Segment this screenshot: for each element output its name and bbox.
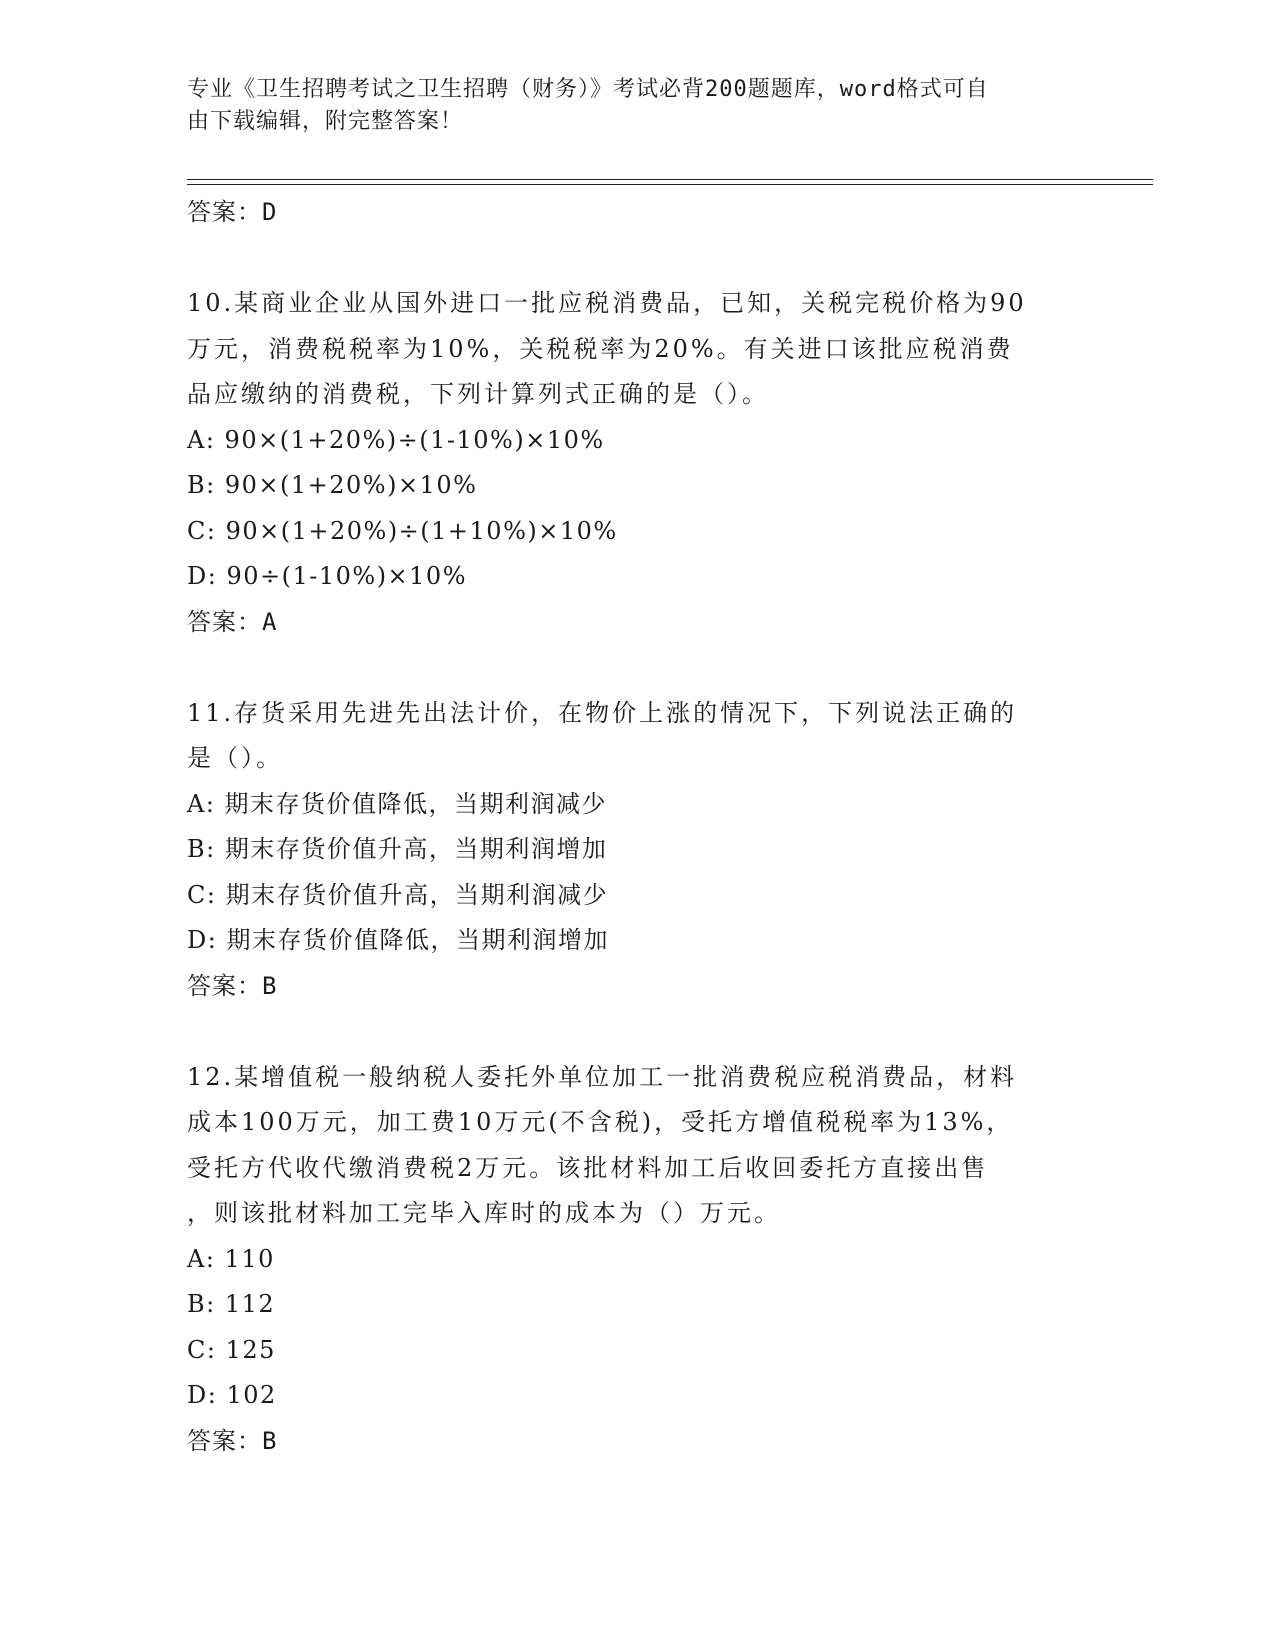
question-11 [187,691,1087,1009]
stem-line: ，则该批材料加工完毕入库时的成本为（）万元。 [187,1199,781,1227]
question-stem [187,691,1087,782]
question-stem [187,281,1087,418]
header-line-1: 专业《卫生招聘考试之卫生招聘（财务）》考试必背200题题库，word格式可自 [187,77,989,102]
answer-line: 答案：B [187,971,278,1000]
option-d: D: 90÷(1-10%)×10% [187,562,468,590]
header-line-2: 由下载编辑，附完整答案！ [187,109,464,134]
stem-line: 受托方代收代缴消费税2万元。该批材料加工后收回委托方直接出售 [187,1153,989,1182]
stem-line: 成本100万元，加工费10万元(不含税)，受托方增值税税率为13%， [187,1108,1014,1136]
option-a: A: 90×(1+20%)÷(1-10%)×10% [187,425,605,454]
option-c: C: 90×(1+20%)÷(1+10%)×10% [187,516,618,545]
option-a: A: 期末存货价值降低，当期利润减少 [187,789,608,818]
stem-line: 12.某增值税一般纳税人委托外单位加工一批消费税应税消费品，材料 [187,1062,1018,1091]
option-c: C: 期末存货价值升高，当期利润减少 [187,880,609,909]
option-a: A: 110 [187,1244,275,1273]
question-stem [187,1055,1087,1237]
header-divider-bottom [187,184,1153,185]
stem-line: 11.存货采用先进先出法计价，在物价上涨的情况下，下列说法正确的 [187,698,1018,727]
question-12 [187,1055,1087,1464]
answer-line: 答案：A [187,607,278,636]
stem-line: 万元，消费税税率为10%，关税税率为20%。有关进口该批应税消费 [187,334,1014,363]
document-header [187,74,1087,138]
option-c: C: 125 [187,1335,276,1364]
stem-line: 是（）。 [187,744,283,772]
stem-line: 10.某商业企业从国外进口一批应税消费品，已知，关税完税价格为90 [187,289,1027,317]
document-body [187,190,1087,1464]
option-b: B: 期末存货价值升高，当期利润增加 [187,835,608,863]
answer-line: 答案：B [187,1426,278,1455]
option-d: D: 期末存货价值降低，当期利润增加 [187,926,609,954]
stem-line: 品应缴纳的消费税，下列计算列式正确的是（）。 [187,380,769,408]
option-d: D: 102 [187,1381,277,1409]
previous-answer: 答案：D [187,198,278,226]
option-b: B: 90×(1+20%)×10% [187,471,478,499]
option-b: B: 112 [187,1290,276,1318]
question-10 [187,281,1087,645]
header-divider-top [187,179,1153,180]
